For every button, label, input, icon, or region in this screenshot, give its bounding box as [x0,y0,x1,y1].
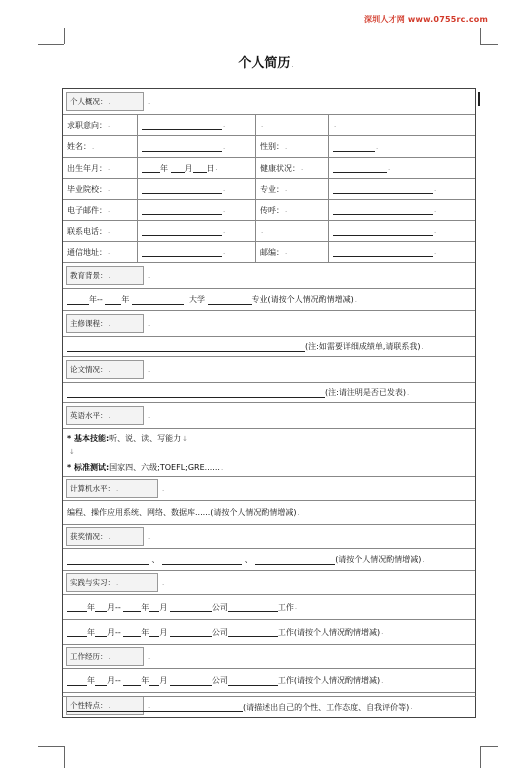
input-objective[interactable]: . [138,115,256,135]
row-personality-header: 个性特点： . . [63,693,475,719]
row-overview: 个人概况： . . [63,89,475,115]
personality-entry[interactable]: (请描述出自己的个性、工作态度、自我评价等) . [67,697,471,717]
crop-mark-bottom-right-vertical [480,746,481,768]
label-postcode: 邮编： . [256,242,329,262]
row-phone [63,221,475,242]
practice-entry-2[interactable]: 年 月-- 年 月 公司 工作(请按个人情况酌情增减) . [67,620,471,644]
watermark: 深圳人才网 www.0755rc.com [363,15,488,24]
text-cursor [478,92,480,106]
courses-entry[interactable]: (注:如需要详细成绩单,请联系我) . [67,337,471,356]
row-practice-line-2 [63,620,475,645]
label-objective: 求职意向： . [63,115,138,135]
row-papers-line [63,383,475,403]
input-phone[interactable]: . [138,221,256,241]
row-birth [63,158,475,179]
row-email [63,200,475,221]
row-english-header: 英语水平： . . [63,403,475,429]
section-courses[interactable]: 主修课程： . [66,314,144,333]
label-birth: 出生年月： . [63,158,138,178]
row-courses-header: 主修课程： . . [63,311,475,337]
row-awards-line [63,549,475,571]
input-email[interactable]: . [138,200,256,220]
crop-mark-bottom-left [38,746,64,747]
input-name[interactable]: . [138,136,256,157]
standard-test-line: * 标准测试:国家四、六级;TOEFL;GRE....... [67,463,224,472]
computer-entry[interactable]: 编程、操作应用系统、网络、数据库......(请按个人情况酌情增减) . [67,508,300,517]
input-phone-extra[interactable]: . [329,221,475,241]
label-major: 专业： . [256,179,329,199]
cell-empty-3: . [256,221,329,241]
label-school: 毕业院校： . [63,179,138,199]
section-education[interactable]: 教育背景： . [66,266,144,285]
row-education-header: 教育背景： . . [63,263,475,289]
label-health: 健康状况： . [256,158,329,178]
work-entry[interactable]: 年 月-- 年 月 公司 工作(请按个人情况酌情增减) . [67,669,471,692]
row-objective [63,115,475,136]
crop-mark-top-right [480,44,498,45]
row-name [63,136,475,158]
input-address[interactable]: . [138,242,256,262]
crop-mark-top-left-vertical [64,28,65,44]
crop-mark-top-left [38,44,64,45]
section-work[interactable]: 工作经历： . [66,647,144,666]
input-gender[interactable]: . [329,136,475,157]
input-postcode[interactable]: . [329,242,475,262]
section-computer[interactable]: 计算机水平： . [66,479,158,498]
row-practice-header: 实践与实习： . . [63,571,475,595]
section-personality[interactable]: 个性特点： . [66,696,144,715]
row-computer-line [63,501,475,525]
section-papers[interactable]: 论文情况： . [66,360,144,379]
label-pager: 传呼： . [256,200,329,220]
row-work-header: 工作经历： . . [63,645,475,669]
input-pager[interactable]: . [329,200,475,220]
section-english[interactable]: 英语水平： . [66,406,144,425]
resume-table [62,88,476,718]
row-computer-header: 计算机水平： . . [63,477,475,501]
label-address: 通信地址： . [63,242,138,262]
section-overview[interactable]: 个人概况： . [66,92,144,111]
label-phone: 联系电话： . [63,221,138,241]
row-work-line [63,669,475,693]
input-major[interactable]: . [329,179,475,199]
row-personality-line [62,696,476,718]
practice-entry-1[interactable]: 年 月-- 年 月 公司 工作 . [67,595,471,619]
crop-mark-bottom-right [480,746,498,747]
education-entry[interactable]: 年-- 年 大学 专业(请按个人情况酌情增减) . [67,289,471,310]
section-awards[interactable]: 获奖情况： . [66,527,144,546]
input-birth[interactable]: 年 月 日 . [138,158,256,178]
awards-entry[interactable]: 、 、 (请按个人情况酌情增减) . [67,549,471,570]
label-name: 姓名： . [63,136,138,157]
arrow-mark: ↓ [69,448,75,456]
cell-empty-1: . [256,115,329,135]
label-gender: 性别： . [256,136,329,157]
row-practice-line-1 [63,595,475,620]
row-english-skills [63,429,475,477]
label-email: 电子邮件： . [63,200,138,220]
row-papers-header: 论文情况： . . [63,357,475,383]
crop-mark-bottom-left-vertical [64,746,65,768]
row-awards-header: 获奖情况： . . [63,525,475,549]
crop-mark-top-right-vertical [480,28,481,44]
row-education-line [63,289,475,311]
input-health[interactable]: . [329,158,475,178]
row-school [63,179,475,200]
basic-skill-line: * 基本技能:听、说、读、写能力↓ [67,434,189,443]
papers-entry[interactable]: (注:请注明是否已发表) . [67,383,471,402]
row-courses-line [63,337,475,357]
input-school[interactable]: . [138,179,256,199]
cell-empty-2: . [334,121,337,129]
page-title: 个人简历. [238,56,294,71]
row-address [63,242,475,263]
section-practice[interactable]: 实践与实习： . [66,573,158,592]
